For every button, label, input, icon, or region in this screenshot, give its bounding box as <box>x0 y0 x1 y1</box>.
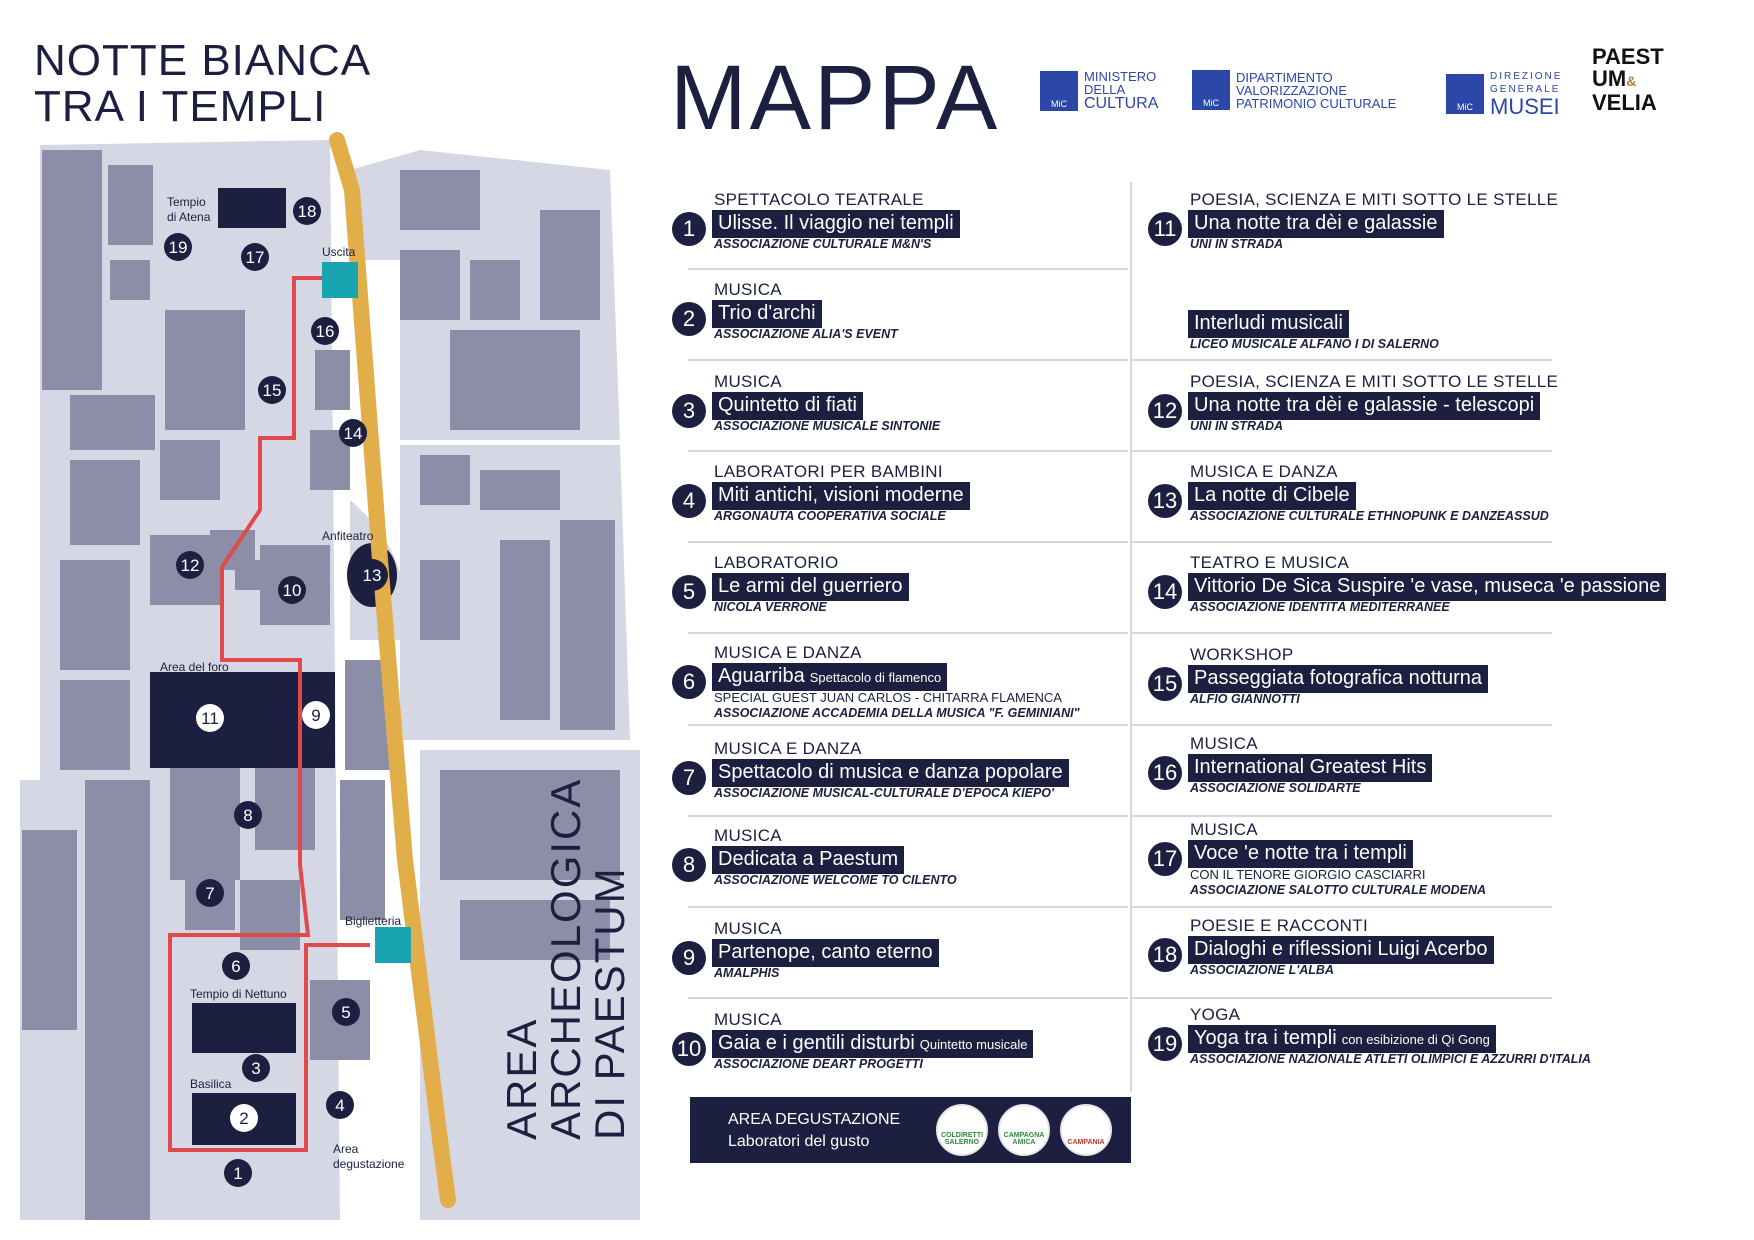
event-title-text: Aguarriba <box>718 665 805 687</box>
event-number: 2 <box>672 302 706 336</box>
coldiretti-logo[interactable]: COLDIRETTI SALERNO <box>936 1104 988 1156</box>
event-organizer: ASSOCIAZIONE CULTURALE ETHNOPUNK E DANZEASSUD <box>1190 509 1549 523</box>
event-title <box>1188 754 1432 782</box>
map-marker-5[interactable] <box>332 998 360 1026</box>
event-subtitle: Quintetto musicale <box>919 1037 1028 1052</box>
list-divider <box>688 815 1128 817</box>
event-title-text: La notte di Cibele <box>1194 484 1350 506</box>
event-category: TEATRO E MUSICA <box>1190 553 1350 572</box>
event-category: LABORATORI PER BAMBINI <box>714 462 943 481</box>
label-basilica: Basilica <box>190 1077 232 1091</box>
tempio-atena-block <box>218 188 286 228</box>
label-area-archeologica-2: ARCHEOLOGICA <box>542 777 589 1140</box>
dipartimento-logo[interactable] <box>1192 70 1396 110</box>
mic-icon: MiC <box>1040 71 1078 111</box>
event-category: WORKSHOP <box>1190 645 1294 664</box>
marker-number: 17 <box>245 248 265 267</box>
event-title <box>1188 210 1444 238</box>
list-divider <box>688 450 1128 452</box>
degustazione-subtitle: Laboratori del gusto <box>728 1133 870 1150</box>
label-area-archeologica-3: DI PAESTUM <box>586 866 633 1140</box>
event-number: 1 <box>672 212 706 246</box>
event-organizer: ASSOCIAZIONE IDENTITÀ MEDITERRANEE <box>1190 600 1450 614</box>
marker-number: 8 <box>243 806 253 825</box>
map-heading: MAPPA <box>670 47 1001 149</box>
event-organizer: LICEO MUSICALE ALFANO I DI SALERNO <box>1190 337 1439 351</box>
event-category: LABORATORIO <box>714 553 839 572</box>
marker-number: 14 <box>343 424 363 443</box>
area-degustazione-banner[interactable] <box>690 1097 1131 1163</box>
event-number: 3 <box>672 394 706 428</box>
event-number: 16 <box>1148 756 1182 790</box>
list-divider <box>688 906 1128 908</box>
event-title <box>1188 482 1356 510</box>
event-title <box>712 392 863 420</box>
marker-number: 7 <box>205 884 215 903</box>
event-number: 10 <box>672 1032 706 1066</box>
map-marker-17[interactable] <box>241 243 269 271</box>
logo-text: & <box>1626 73 1637 89</box>
event-organizer: ASSOCIAZIONE SOLIDARTE <box>1190 781 1361 795</box>
uscita-square <box>322 262 358 298</box>
list-divider <box>688 541 1128 543</box>
list-divider <box>1132 724 1552 726</box>
list-divider <box>688 268 1128 270</box>
map-marker-15[interactable] <box>258 376 286 404</box>
event-organizer: ASSOCIAZIONE MUSICAL-CULTURALE D'EPOCA KIEPO' <box>714 786 1054 800</box>
event-title-text: Quintetto di fiati <box>718 394 857 416</box>
label-area-degustazione-1: Area <box>333 1142 359 1156</box>
map-marker-6[interactable] <box>222 952 250 980</box>
logo-text: DIPARTIMENTO <box>1236 69 1333 85</box>
event-organizer: UNI IN STRADA <box>1190 419 1284 433</box>
marker-number: 6 <box>231 957 241 976</box>
event-title <box>712 210 960 238</box>
paestum-velia-logo[interactable] <box>1592 46 1664 114</box>
marker-number: 12 <box>180 556 200 575</box>
event-title <box>712 846 904 874</box>
event-organizer: ASSOCIAZIONE ACCADEMIA DELLA MUSICA "F. GEMINIANI" <box>714 706 1080 720</box>
marker-number: 10 <box>282 581 302 600</box>
event-title <box>712 939 939 967</box>
marker-number: 1 <box>233 1164 243 1183</box>
event-title-text: Voce 'e notte tra i templi <box>1194 842 1407 864</box>
label-tempio-nettuno: Tempio di Nettuno <box>190 987 287 1001</box>
event-organizer: ASSOCIAZIONE CULTURALE M&N'S <box>714 237 932 251</box>
event-number: 11 <box>1148 212 1182 246</box>
event-number: 13 <box>1148 484 1182 518</box>
map-marker-7[interactable] <box>196 879 224 907</box>
label-uscita: Uscita <box>322 245 356 259</box>
event-category: MUSICA <box>714 280 782 299</box>
event-title-text: Miti antichi, visioni moderne <box>718 484 964 506</box>
event-title-text: Ulisse. Il viaggio nei templi <box>718 212 954 234</box>
event-category: SPETTACOLO TEATRALE <box>714 190 924 209</box>
event-number: 4 <box>672 484 706 518</box>
logo-text: PATRIMONIO CULTURALE <box>1236 95 1397 111</box>
map-marker-14[interactable] <box>339 419 367 447</box>
marker-number: 18 <box>297 202 317 221</box>
event-subtitle: con esibizione di Qi Gong <box>1341 1032 1490 1047</box>
label-tempio-atena-2: di Atena <box>167 210 211 224</box>
logo-text: MUSEI <box>1490 94 1560 119</box>
map-marker-2[interactable] <box>230 1104 258 1132</box>
label-area-foro: Area del foro <box>160 660 229 674</box>
event-organizer: ASSOCIAZIONE SALOTTO CULTURALE MODENA <box>1190 883 1487 897</box>
event-number: 6 <box>672 665 706 699</box>
event-title-text: Trio d'archi <box>718 302 816 324</box>
event-title <box>1188 310 1349 338</box>
label-anfiteatro: Anfiteatro <box>322 529 374 543</box>
event-title-text: Interludi musicali <box>1194 312 1343 334</box>
event-organizer: NICOLA VERRONE <box>714 600 827 614</box>
event-number: 8 <box>672 848 706 882</box>
event-number: 5 <box>672 575 706 609</box>
event-number: 19 <box>1148 1027 1182 1061</box>
map-marker-8[interactable] <box>234 801 262 829</box>
event-organizer: ARGONAUTA COOPERATIVA SOCIALE <box>714 509 946 523</box>
list-divider <box>1132 450 1552 452</box>
event-title-text: Passeggiata fotografica notturna <box>1194 667 1482 689</box>
event-category: MUSICA <box>714 919 782 938</box>
event-title-text: Le armi del guerriero <box>718 575 903 597</box>
mic-icon: MiC <box>1192 70 1230 110</box>
event-title <box>712 573 909 601</box>
marker-number: 11 <box>201 709 219 728</box>
event-organizer: ASSOCIAZIONE L'ALBA <box>1190 963 1334 977</box>
column-divider <box>1130 182 1132 1092</box>
logo-text: MINISTERO <box>1084 69 1157 84</box>
list-divider <box>688 632 1128 634</box>
logo-text: CULTURA <box>1084 95 1159 112</box>
event-organizer: ALFIO GIANNOTTI <box>1190 692 1300 706</box>
campagna-amica-logo[interactable]: CAMPAGNA AMICA <box>998 1104 1050 1156</box>
list-divider <box>1132 997 1552 999</box>
event-title <box>1188 665 1488 693</box>
marker-number: 19 <box>168 238 188 257</box>
event-category: MUSICA <box>1190 734 1258 753</box>
event-title-text: Dialoghi e riflessioni Luigi Acerbo <box>1194 938 1488 960</box>
event-category: YOGA <box>1190 1005 1241 1024</box>
event-organizer: ASSOCIAZIONE MUSICALE SINTONIE <box>714 419 941 433</box>
map-marker-9[interactable] <box>302 701 330 729</box>
event-number: 15 <box>1148 667 1182 701</box>
event-title <box>1188 1025 1496 1053</box>
map-marker-16[interactable] <box>311 317 339 345</box>
event-title-text: Vittorio De Sica Suspire 'e vase, museca 'e passione <box>1194 575 1661 597</box>
event-organizer: ASSOCIAZIONE WELCOME TO CILENTO <box>714 873 957 887</box>
marker-number: 3 <box>251 1059 261 1078</box>
map-marker-1[interactable] <box>224 1159 252 1187</box>
tempio-nettuno-block <box>192 1003 296 1053</box>
list-divider <box>1132 632 1552 634</box>
marker-number: 2 <box>239 1109 249 1128</box>
event-title <box>1188 840 1413 868</box>
event-title <box>712 482 970 510</box>
event-number: 14 <box>1148 575 1182 609</box>
event-organizer: AMALPHIS <box>714 966 780 980</box>
mic-icon: MiC <box>1446 74 1484 114</box>
event-title-text: Una notte tra dèi e galassie - telescopi <box>1194 394 1535 416</box>
event-title <box>712 663 947 691</box>
event-number: 9 <box>672 941 706 975</box>
logo-text: DELLA <box>1084 82 1126 97</box>
event-title-text: Yoga tra i templi <box>1194 1027 1337 1049</box>
marker-number: 16 <box>315 322 335 341</box>
map-marker-3[interactable] <box>242 1054 270 1082</box>
event-title-text: Spettacolo di musica e danza popolare <box>718 761 1063 783</box>
logo-text: VELIA <box>1592 90 1657 115</box>
map-marker-18[interactable] <box>293 197 321 225</box>
event-title-text: Partenope, canto eterno <box>718 941 933 963</box>
label-area-degustazione-2: degustazione <box>333 1157 405 1171</box>
event-organizer: ASSOCIAZIONE ALIA'S EVENT <box>714 327 898 341</box>
event-title-text: International Greatest Hits <box>1194 756 1427 778</box>
event-title <box>712 759 1069 787</box>
logo-text: VALORIZZAZIONE <box>1236 82 1347 98</box>
event-title-text: Gaia e i gentili disturbi <box>718 1032 915 1054</box>
logo-text: DIREZIONE <box>1490 71 1563 82</box>
site-map <box>0 120 660 1230</box>
event-category: MUSICA <box>714 1010 782 1029</box>
event-note: CON IL TENORE GIORGIO CASCIARRI <box>1190 867 1426 882</box>
event-title <box>1188 936 1494 964</box>
marker-number: 15 <box>262 381 282 400</box>
biglietteria-square <box>375 927 411 963</box>
map-marker-4[interactable] <box>326 1091 354 1119</box>
map-marker-19[interactable] <box>164 233 192 261</box>
label-tempio-atena-1: Tempio <box>167 195 206 209</box>
list-divider <box>688 359 1128 361</box>
logo-text: UM <box>1592 66 1627 91</box>
list-divider <box>688 997 1128 999</box>
title-line-2: TRA I TEMPLI <box>34 82 327 131</box>
marker-number: 4 <box>335 1096 345 1115</box>
marker-number: 5 <box>341 1003 351 1022</box>
direzione-musei-logo[interactable] <box>1446 70 1562 118</box>
map-marker-10[interactable] <box>278 576 306 604</box>
map-marker-11[interactable] <box>196 704 224 732</box>
event-title-text: Una notte tra dèi e galassie <box>1194 212 1438 234</box>
marker-number: 9 <box>311 706 321 725</box>
logo-text: GENERALE <box>1490 84 1561 95</box>
event-category: POESIA, SCIENZA E MITI SOTTO LE STELLE <box>1190 190 1559 209</box>
event-note: SPECIAL GUEST JUAN CARLOS - CHITARRA FLAMENCA <box>714 690 1062 705</box>
label-area-archeologica-1: AREA <box>498 1017 545 1140</box>
list-divider <box>1132 906 1552 908</box>
campania-logo[interactable]: CAMPANIA <box>1060 1104 1112 1156</box>
list-divider <box>688 724 1128 726</box>
page-title <box>34 38 371 130</box>
title-line-1: NOTTE BIANCA <box>34 36 372 85</box>
event-organizer: ASSOCIAZIONE DEART PROGETTI <box>714 1057 923 1071</box>
event-title <box>1188 573 1666 601</box>
map-marker-13[interactable] <box>356 559 388 591</box>
event-category: MUSICA E DANZA <box>714 739 862 758</box>
event-category: POESIA, SCIENZA E MITI SOTTO LE STELLE <box>1190 372 1559 391</box>
event-organizer: UNI IN STRADA <box>1190 237 1284 251</box>
degustazione-title: AREA DEGUSTAZIONE <box>728 1111 901 1128</box>
event-subtitle: Spettacolo di flamenco <box>809 670 942 685</box>
event-category: POESIE E RACCONTI <box>1190 916 1368 935</box>
event-number: 7 <box>672 761 706 795</box>
event-number: 18 <box>1148 938 1182 972</box>
ministero-logo[interactable] <box>1040 70 1158 112</box>
map-marker-12[interactable] <box>176 551 204 579</box>
list-divider <box>1132 359 1552 361</box>
event-title-text: Dedicata a Paestum <box>718 848 899 870</box>
event-title <box>712 300 822 328</box>
marker-number: 13 <box>362 566 382 585</box>
event-organizer: ASSOCIAZIONE NAZIONALE ATLETI OLIMPICI E AZZURRI D'ITALIA <box>1190 1052 1591 1066</box>
list-divider <box>1132 815 1552 817</box>
event-category: MUSICA <box>1190 820 1258 839</box>
list-divider <box>1132 541 1552 543</box>
event-category: MUSICA <box>714 372 782 391</box>
event-number: 12 <box>1148 394 1182 428</box>
event-category: MUSICA E DANZA <box>1190 462 1338 481</box>
event-title <box>1188 392 1540 420</box>
event-number: 17 <box>1148 842 1182 876</box>
event-category: MUSICA <box>714 826 782 845</box>
event-title <box>712 1030 1033 1058</box>
event-category: MUSICA E DANZA <box>714 643 862 662</box>
label-biglietteria: Biglietteria <box>345 914 402 928</box>
logo-text: PAEST <box>1592 44 1664 69</box>
